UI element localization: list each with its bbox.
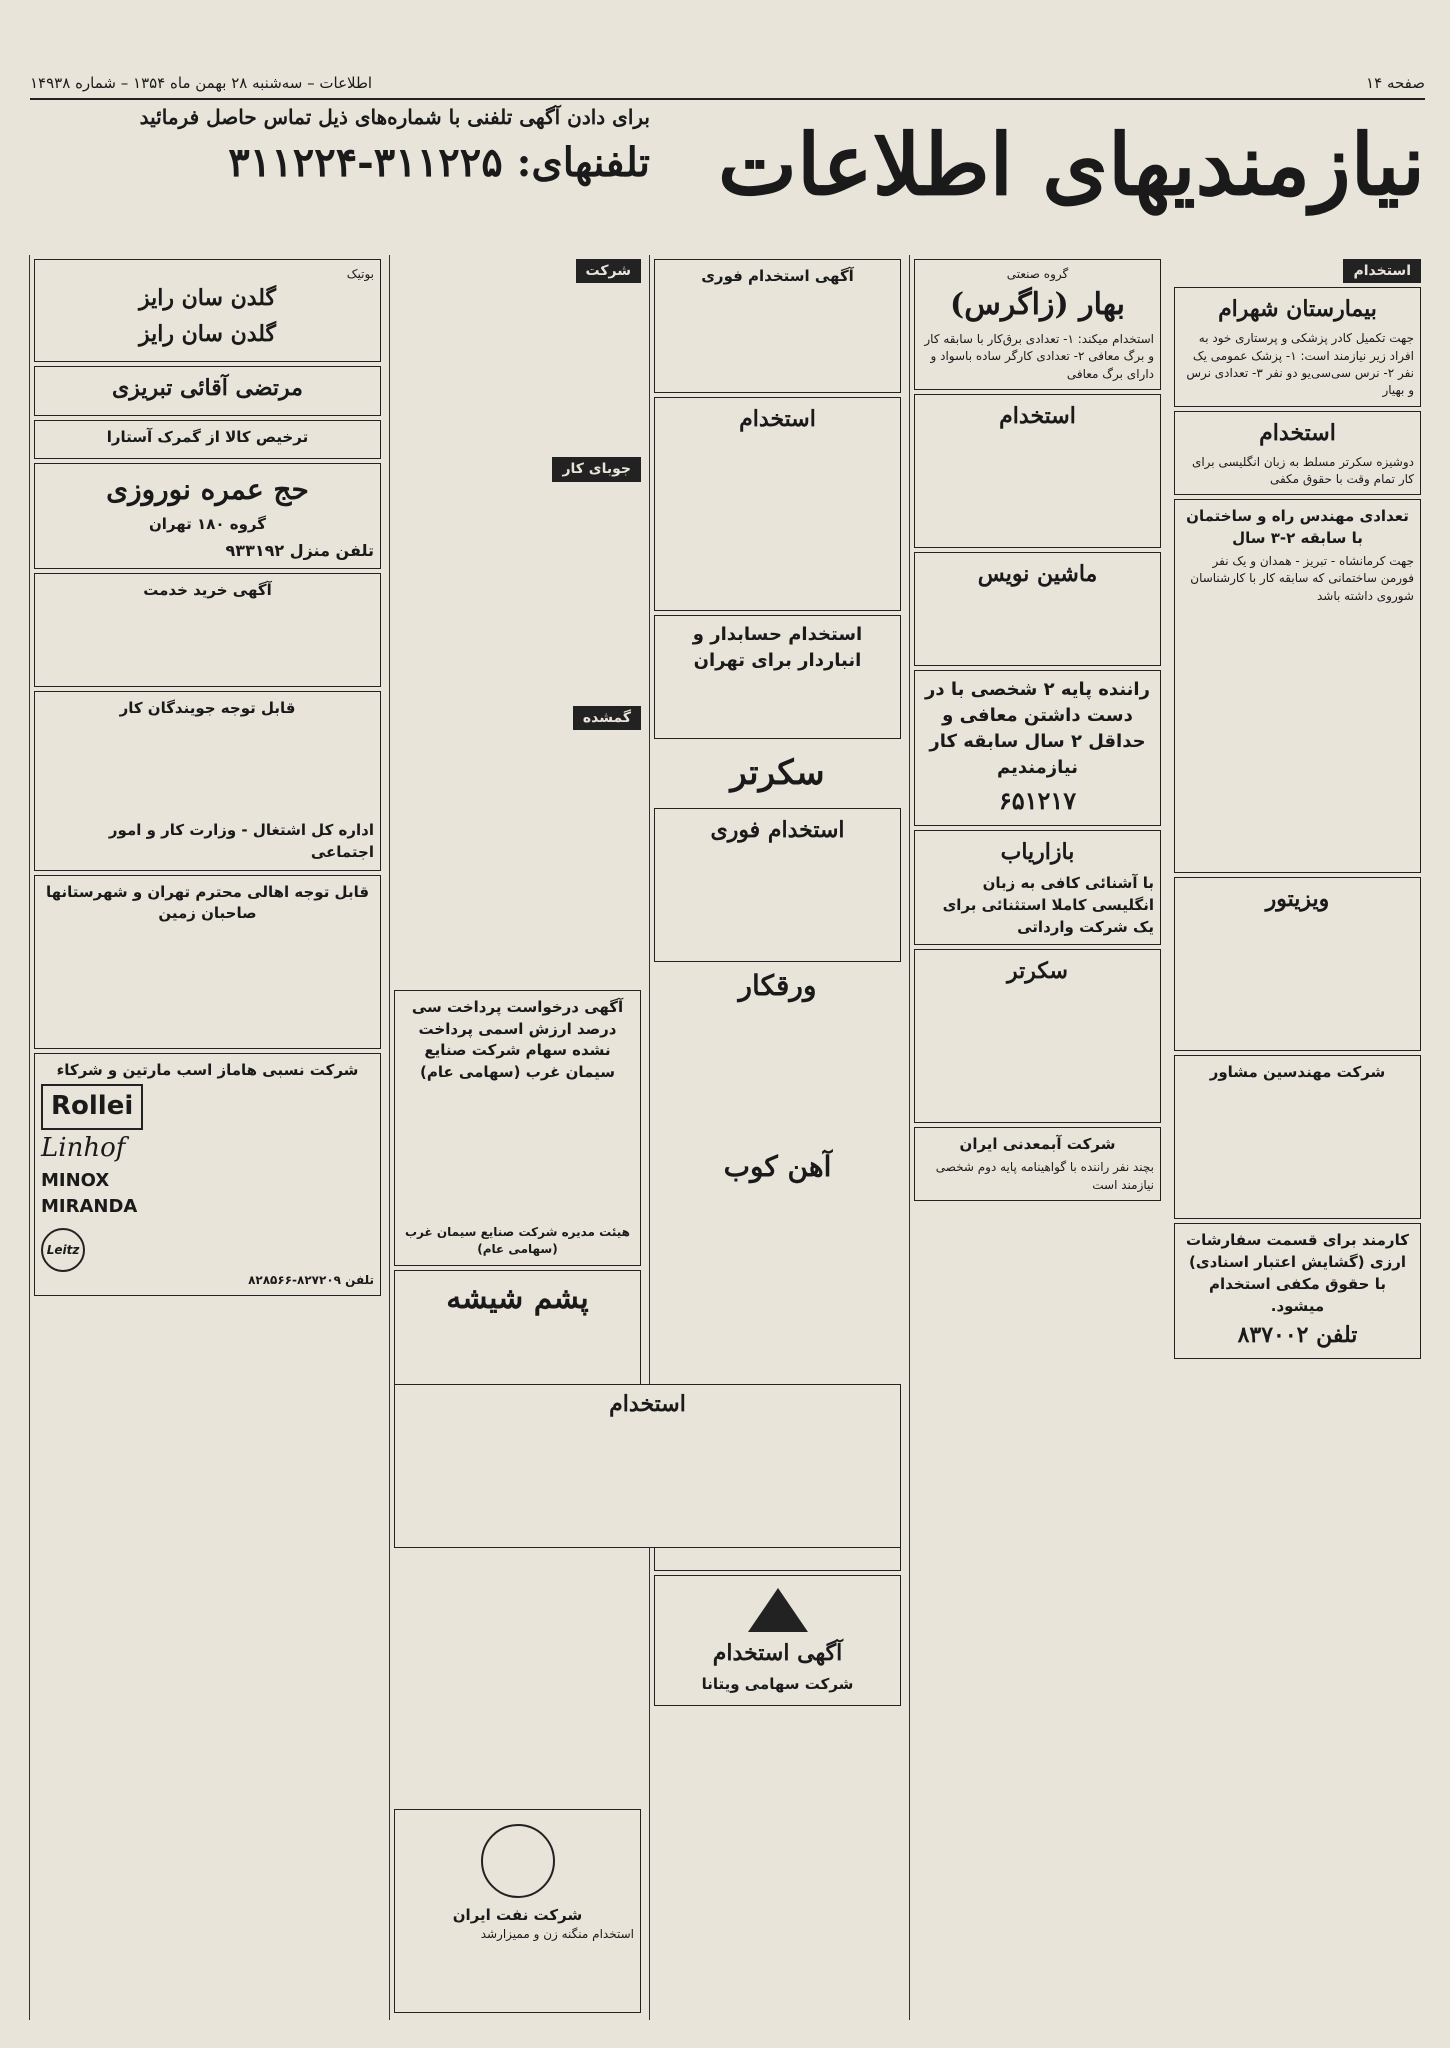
- ad-mineral-water: [914, 1127, 1161, 1201]
- page-header: [30, 70, 1425, 100]
- ad-title: استخدام فوری: [710, 817, 845, 844]
- ad-phone: تلفن ۸۲۷۲۰۹-۸۲۸۵۶۶: [248, 1272, 374, 1287]
- newspaper-page: [30, 50, 1425, 2020]
- category-tag-jobseeker: جوبای کار: [552, 457, 641, 481]
- column-5: [29, 255, 385, 2020]
- ad-camera-agency: [34, 1053, 381, 1297]
- ad-title: شرکت مهندسین مشاور: [1209, 1063, 1386, 1082]
- ad-secretary: [914, 949, 1161, 1123]
- oil-company-emblem-icon: [481, 1824, 555, 1898]
- ad-title: استخدام: [739, 406, 816, 432]
- ad-title: سکرتر: [1007, 958, 1068, 985]
- category-tag-hire: استخدام: [1343, 259, 1421, 283]
- wide-box-area: [390, 1380, 905, 1552]
- ad-marketer: [914, 830, 1161, 945]
- ad-title: ماشین نویس: [977, 561, 1098, 588]
- ad-title: کارمند برای قسمت سفارشات ارزی (گشایش اعتبار اسنادی) با حقوق مکفی استخدام میشود.: [1186, 1231, 1409, 1315]
- ad-phone: تلفن منزل ۹۳۳۱۹۲: [225, 541, 374, 561]
- ad-body: بچند نفر راننده با گواهینامه پایه دوم شخصی نیازمند است: [935, 1160, 1154, 1192]
- ad-title: ویزیتور: [1265, 886, 1330, 913]
- ad-landowners: [34, 875, 381, 1049]
- ad-title-2: گلدن سان رایز: [138, 321, 277, 348]
- contact-phones: تلفنهای: ۳۱۱۲۲۵-۳۱۱۲۲۴: [228, 139, 650, 186]
- ad-label: بوتیک: [346, 267, 374, 281]
- ad-title: پشم شیشه: [446, 1280, 589, 1316]
- ad-title: استخدام: [609, 1391, 686, 1417]
- ad-urgent-hire: [654, 808, 901, 962]
- category-tag-lost: گمشده: [573, 706, 641, 730]
- ad-typist: [914, 552, 1161, 666]
- brand-list: [41, 1084, 374, 1272]
- issue-line: اطلاعات – سه‌شنبه ۲۸ بهمن ماه ۱۳۵۴ – شماره ۱۴۹۳۸: [30, 74, 373, 92]
- column-1: [1170, 255, 1425, 2020]
- masthead-title: نیازمندیهای اطلاعات: [717, 115, 1425, 214]
- ad-share-payment: [394, 990, 641, 1266]
- ad-title: مرتضی آقائی تبریزی: [112, 375, 303, 402]
- group-label: گروه صنعتی: [1006, 267, 1069, 281]
- ad-body: دوشیزه سکرتر مسلط به زبان انگلیسی برای کار تمام وقت با حقوق مکفی: [1191, 454, 1414, 487]
- ad-title: راننده پایه ۲ شخصی با در دست داشتن معافی و حداقل ۲ سال سابقه کار نیازمندیم: [925, 679, 1150, 779]
- ad-title: بهار (زاگرس): [950, 287, 1125, 323]
- ad-phone: ۶۵۱۲۱۷: [998, 786, 1077, 816]
- column-4: [389, 255, 645, 2020]
- ad-title: گلدن سان رایز: [138, 285, 277, 312]
- ad-consult: [1174, 1055, 1421, 1219]
- ad-hire: [914, 394, 1161, 548]
- brand-linhof: Linhof: [41, 1133, 126, 1164]
- ad-customs: [34, 420, 381, 459]
- ad-title: استخدام حسابدار و انباردار برای تهران: [692, 624, 863, 672]
- ad-bahar: [914, 259, 1161, 390]
- category-tag-company: شرکت: [576, 259, 641, 283]
- brand-rollei: Rollei: [41, 1084, 143, 1130]
- ad-hospital: [1174, 287, 1421, 406]
- ad-title: قابل توجه جویندگان کار: [119, 699, 296, 718]
- ad-title: آگهی استخدام فوری: [701, 267, 854, 285]
- ad-clerk: [1174, 1223, 1421, 1359]
- ad-accountant: [654, 615, 901, 739]
- brand-minox: MINOX: [41, 1169, 110, 1191]
- ad-hire: [654, 397, 901, 611]
- ad-title: بیمارستان شهرام: [1218, 296, 1377, 323]
- ad-phone: تلفن ۸۳۷۰۰۲: [1237, 1322, 1358, 1349]
- contact-instruction: برای دادن آگهی تلفنی با شماره‌های ذیل تماس حاصل فرمائید: [139, 105, 650, 129]
- ad-title: ترخیص کالا از گمرک آستارا: [106, 428, 309, 447]
- ad-body: جهت تکمیل کادر پزشکی و پرستاری خود به افراد زیر نیازمند است: ۱- پزشک عمومی یک نفر ۲- نرس سی‌سی‌یو دو نفر ۳- تعدادی نرس و بهیار: [1186, 331, 1414, 398]
- ad-title: شرکت نسبی هاماز اسب مارتین و شرکاء: [56, 1060, 359, 1079]
- ad-subtitle: گروه ۱۸۰ تهران: [149, 515, 266, 534]
- company-logo-icon: [748, 1588, 808, 1632]
- ad-title: شرکت آبمعدنی ایران: [959, 1135, 1116, 1154]
- ad-service-buy: [34, 573, 381, 687]
- ad-title: آگهی درخواست پرداخت سی درصد ارزش اسمی پرداخت نشده سهام شرکت صنایع سیمان غرب (سهامی عام): [411, 997, 624, 1082]
- ad-title: آگهی خرید خدمت: [143, 581, 272, 600]
- ad-body: جهت کرمانشاه - تبریز - همدان و یک نفر فورمن ساختمانی که سابقه کار با کارشناسان شوروی داشته باشد: [1190, 553, 1414, 603]
- ad-hajj-umrah: [34, 463, 381, 570]
- ad-title: حج عمره نوروزی: [106, 472, 309, 506]
- ad-footer: اداره کل اشتغال - وزارت کار و امور اجتماعی: [108, 821, 374, 861]
- ad-title: استخدام: [1259, 419, 1336, 446]
- ad-engineer: [1174, 499, 1421, 873]
- secretary-heading: سکرتر: [730, 753, 825, 793]
- ad-title: قابل توجه اهالی محترم تهران و شهرستانها صاحبان زمین: [45, 882, 370, 923]
- ad-hajj-leader: [34, 366, 381, 416]
- sheetmetal-heading: ورقکار: [738, 969, 817, 1003]
- ad-title: استخدام: [999, 403, 1076, 430]
- ad-boutique: [34, 259, 381, 362]
- ad-hire-secretary: [1174, 411, 1421, 496]
- ad-body: استخدام منگنه زن و ممیزارشد: [480, 1927, 634, 1941]
- brand-leitz: Leitz: [41, 1228, 85, 1272]
- ad-visitor: [1174, 877, 1421, 1051]
- column-3: [649, 255, 905, 2020]
- page-number: صفحه ۱۴: [1366, 74, 1425, 92]
- ad-title: تعدادی مهندس راه و ساختمان با سابقه ۲-۳ سال: [1186, 507, 1409, 548]
- column-2: [909, 255, 1165, 2020]
- ironworker-heading: آهن کوب: [723, 1149, 832, 1183]
- ad-body: با آشنائی کافی به زبان انگلیسی کاملا استثنائی برای یک شرکت وارداتی: [942, 874, 1154, 936]
- brand-miranda: MIRANDA: [41, 1195, 138, 1217]
- ad-footer: هیئت مدیره شرکت صنایع سیمان غرب (سهامی عام): [405, 1224, 630, 1257]
- ad-job-notice: [34, 691, 381, 870]
- oil-company-box: [390, 1805, 645, 2017]
- ad-title: بازاریاب: [1000, 839, 1075, 866]
- ad-subtitle: شرکت سهامی ویتانا: [701, 1675, 854, 1694]
- ad-title: آگهی استخدام: [712, 1640, 843, 1667]
- ad-driver: [914, 670, 1161, 826]
- ad-tv-hire: [394, 1384, 901, 1548]
- ad-body: استخدام میکند: ۱- تعدادی برق‌کار با سابقه کار و برگ معافی ۲- تعدادی کارگر ساده باسواد و دارای برگ معافی: [924, 331, 1154, 381]
- ad-title: شرکت نفت ایران: [452, 1906, 583, 1924]
- ad-urgent-job: [654, 259, 901, 393]
- ad-vitana: [654, 1575, 901, 1706]
- ad-oil-company: [394, 1809, 641, 2013]
- contact-block: [30, 105, 650, 225]
